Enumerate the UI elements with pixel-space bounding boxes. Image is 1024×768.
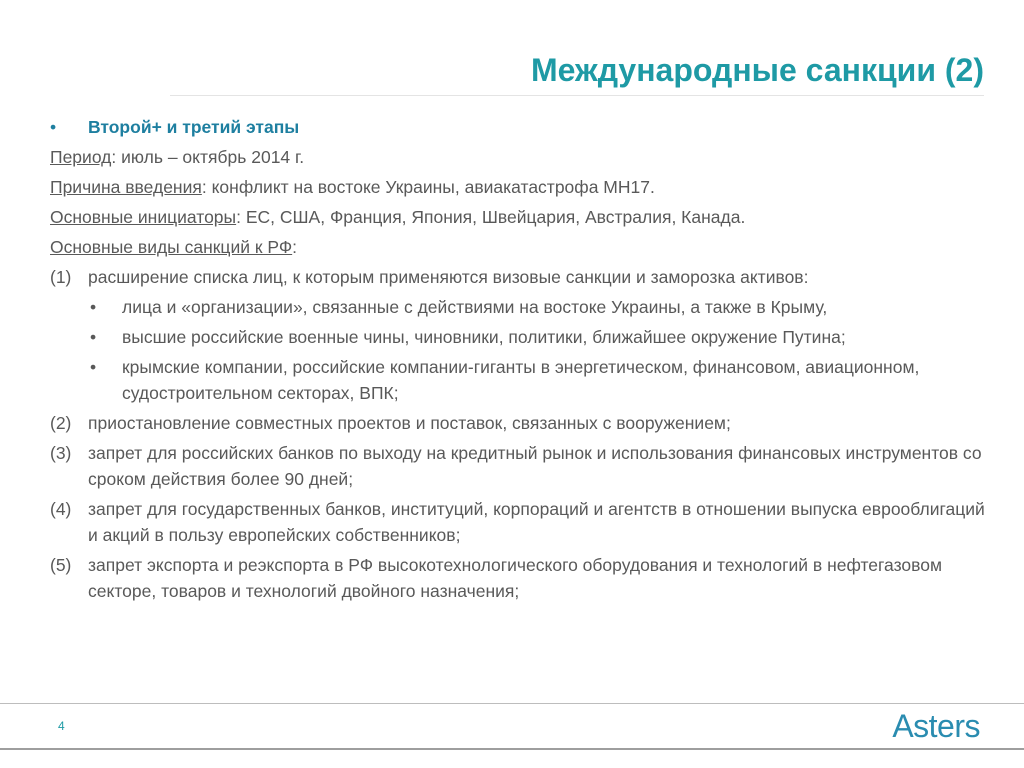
period-value: : июль – октябрь 2014 г. [111, 147, 305, 167]
initiators-line [50, 204, 990, 230]
period-label: Период [50, 147, 112, 167]
types-value: : [292, 237, 298, 257]
footer-bottom-divider [0, 748, 1024, 750]
list-item [50, 440, 990, 492]
title-divider [170, 95, 984, 96]
heading-bullet: • [50, 117, 57, 137]
sub-list-item [88, 324, 990, 350]
list-item-number: (5) [50, 555, 72, 575]
slide-title: Международные санкции (2) [530, 52, 984, 88]
list-item-text: запрет для государственных банков, институций, корпораций и агентств в отношении выпуска еврооблигаций и акций в пользу европейских собственников; [88, 499, 985, 545]
list-item [50, 264, 990, 290]
section-heading: Второй+ и третий этапы [88, 117, 300, 137]
list-item [50, 410, 990, 436]
sub-list-item-text: лица и «организации», связанные с действиями на востоке Украины, а также в Крыму, [122, 297, 828, 317]
slide-body [50, 114, 990, 608]
list-item-number: (1) [50, 267, 72, 287]
list-item-text: приостановление совместных проектов и поставок, связанных с вооружением; [88, 413, 731, 433]
list-item-number: (2) [50, 413, 72, 433]
sub-list-item [88, 294, 990, 320]
list-item-text: запрет для российских банков по выходу на кредитный рынок и использования финансовых инструментов со сроком действия более 90 дней; [88, 443, 982, 489]
page-number: 4 [58, 719, 65, 733]
sub-list-item [88, 354, 990, 406]
initiators-label: Основные инициаторы [50, 207, 237, 227]
sub-bullet: • [90, 327, 97, 347]
sub-list-item-text: крымские компании, российские компании-гиганты в энергетическом, финансовом, авиационном, судостроительном секторах, ВПК; [122, 357, 920, 403]
footer-divider [0, 703, 1024, 704]
heading-row [50, 114, 990, 140]
reason-label: Причина введения [50, 177, 202, 197]
list-item [50, 552, 990, 604]
list-item [50, 496, 990, 548]
types-label: Основные виды санкций к РФ [50, 237, 293, 257]
list-item-number: (3) [50, 443, 72, 463]
reason-line [50, 174, 990, 200]
asters-logo: Asters [892, 708, 980, 744]
list-item-number: (4) [50, 499, 72, 519]
initiators-value: : ЕС, США, Франция, Япония, Швейцария, Австралия, Канада. [236, 207, 746, 227]
sub-bullet: • [90, 357, 97, 377]
list-item-text: запрет экспорта и реэкспорта в РФ высокотехнологического оборудования и технологий в нефтегазовом секторе, товаров и технологий двойного назначения; [88, 555, 942, 601]
sub-list-item-text: высшие российские военные чины, чиновники, политики, ближайшее окружение Путина; [122, 327, 846, 347]
list-item-text: расширение списка лиц, к которым применяются визовые санкции и заморозка активов: [88, 267, 809, 287]
period-line [50, 144, 990, 170]
reason-value: : конфликт на востоке Украины, авиакатастрофа МН17. [201, 177, 655, 197]
sub-bullet: • [90, 297, 97, 317]
types-line [50, 234, 990, 260]
